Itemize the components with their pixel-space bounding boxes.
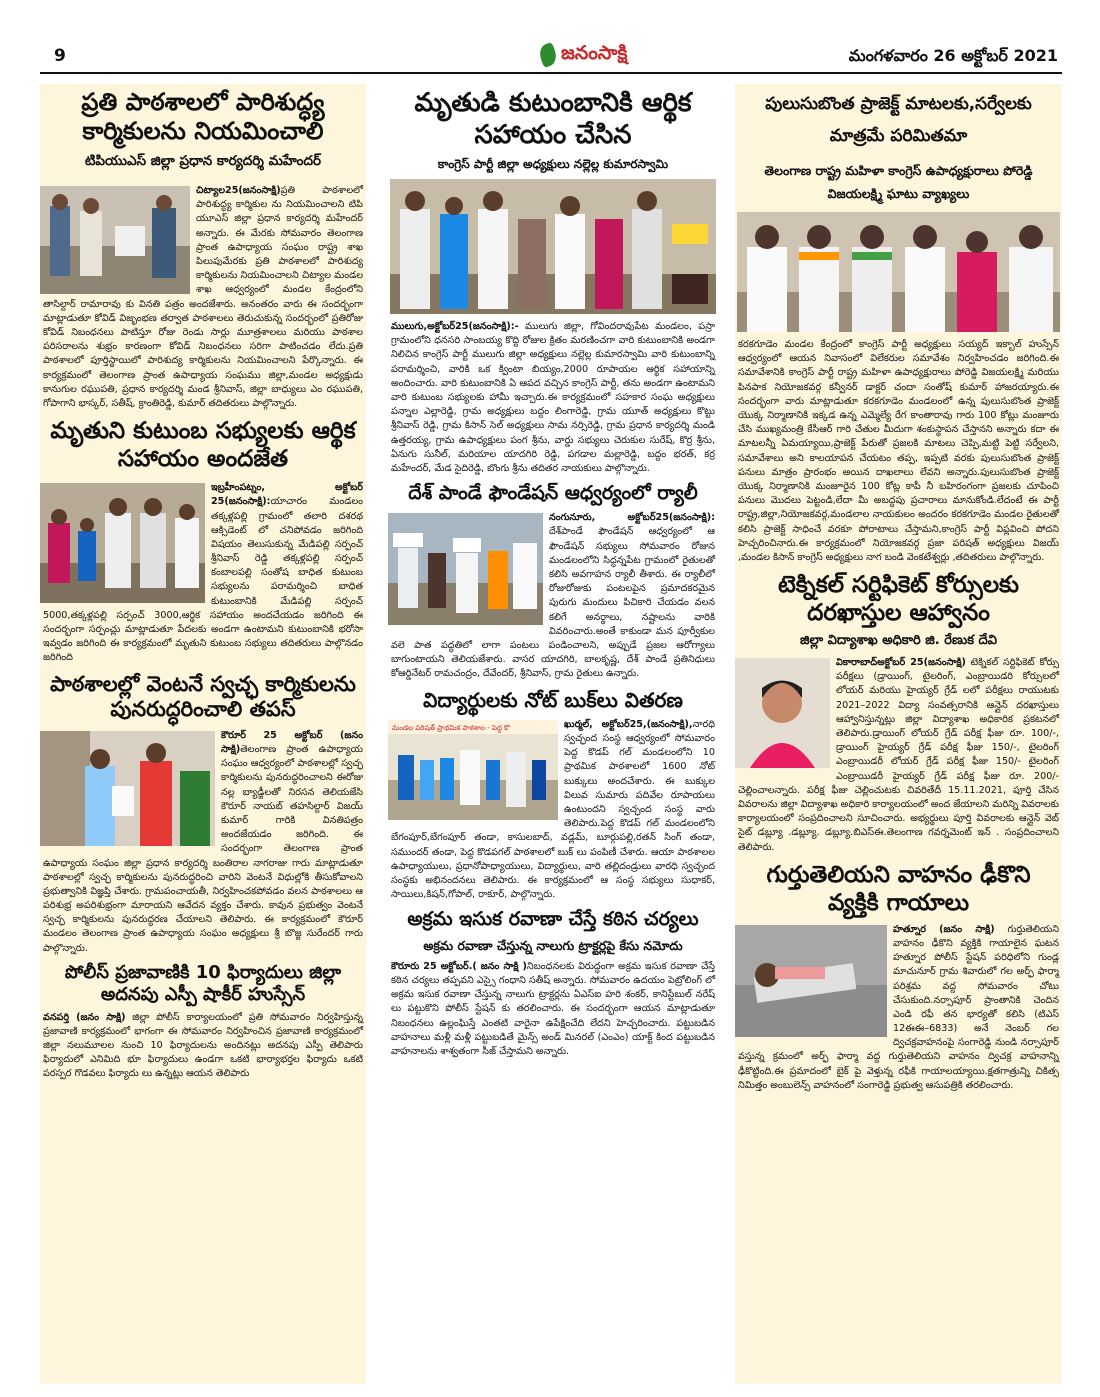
- masthead: [40, 40, 1062, 74]
- newspaper-logo: [540, 40, 627, 70]
- article-dateline: చిట్యాల25(జనంసాక్షి): [196, 185, 281, 197]
- article-photo: [40, 731, 215, 846]
- article-title: మృతుని కుటుంబ సభ్యులకు ఆర్థిక సహాయం అందజేత: [50, 418, 356, 473]
- article-police-prajavani: [40, 962, 366, 1082]
- column-right: [735, 84, 1062, 1384]
- article-illegal-sand: [388, 908, 718, 1059]
- article-body: తెలంగాణ ప్రాంత ఉపాధ్యాయ సంఘం ఆధ్వర్యంలో పాఠశాలల్లో స్వచ్ఛ కార్మికులను పునరుద్ధరించాలని ఈరోజు నల్ల బ్యాడ్జీలతో నిరసన తెలియజేసి కౌరూర్ నాయబ్ తహసిల్దార్ విజయ్ కుమార్ గారికి వినతిపత్రం అందజేయడం జరిగింది. ఈ సందర్భంగా తెలంగాణ ప్రాంత ఉపాధ్యాయ సంఘం జిల్లా ప్రధాన కార్యదర్శి బంతిరాల నాగరాజు గారు మాట్లాడుతూ పాఠశాలల్లో స్వచ్ఛ కార్మికులను పునరుద్ధరించి వారిని వెంటనే విధుల్లోకి తీసుకోవాలని ప్రభుత్వానికి విజ్ఞప్తి చేశారు. గ్రామపంచాయతీ, నిర్వహించకపోవడం వలన పాఠశాలలు ఆ పరిశుభ్ర అపరిశుభ్రంగా మారాయని ఆవేదన వ్యక్తం చేశారు. కావున ప్రభుత్వం వెంటనే స్వచ్ఛ కార్మికులను పునరుద్ధరణ చేయాలని తెలిపారు. ఈ కార్యక్రమంలో కౌరూర్ మండలం తెలంగాణ ప్రాంత ఉపాధ్యాయ సంఘం అధ్యక్షులు శ్రీ బొజ్జ సురేందర్ గారు పాల్గొన్నారు.: [43, 744, 363, 954]
- article-dateline: హత్నూర (జనం సాక్షి): [893, 923, 995, 935]
- article-technical-certificate: [735, 571, 1062, 855]
- article-title: పోలీస్ ప్రజావాణికి 10 ఫిర్యాదులు జిల్లా అదనపు ఎస్పీ షాకీర్ హుస్సేన్: [64, 961, 342, 1005]
- article-title: మృతుడి కుటుంబానికి ఆర్థిక సహాయం చేసిన: [414, 88, 692, 150]
- article-subtitle: అక్రమ రవాణా చేస్తున్న నాలుగు ట్రాక్టర్లపై కేసు నమోదు: [423, 937, 683, 953]
- article-photo: [390, 179, 716, 314]
- article-financial-aid-family: [40, 417, 366, 666]
- article-title: దేశ్ పాండే ఫౌండేషన్ ఆధ్వర్యంలో ర్యాలీ: [408, 482, 698, 505]
- leaf-map-icon: [537, 42, 560, 68]
- article-deceased-family-aid: [388, 84, 718, 476]
- article-title: గుర్తుతెలియని వాహనం ఢీకొని వ్యక్తికి గాయాలు: [766, 861, 1031, 916]
- article-dateline: ములుగు,అక్టోబర్25(జనంసాక్షి):-: [391, 321, 519, 333]
- column-middle: [388, 84, 718, 1384]
- page-number: 9: [54, 46, 66, 66]
- article-title: టెక్నికల్ సర్టిఫికెట్ కోర్సులకు దరఖాస్తుల ఆహ్వానం: [777, 572, 1019, 627]
- article-photo: [40, 186, 190, 294]
- article-notebooks-distribution: [388, 688, 718, 903]
- article-dateline: నంగునూరు, అక్టోబర్25(జనంసాక్షి):: [549, 512, 715, 524]
- article-body: గుర్తుతెలియని వాహనం ఢీకొని వ్యక్తికి గాయాలైన ఘటన హత్నూర పోలీస్ స్టేషన్ పరిధిలోని గుండ్ల మాచునూర్ గ్రామ శివారులో గల అర్ఫ్ ఫార్మా పరిశ్రమ వద్ద సోమవారం చోటు చేసుకుంది.నర్సాపూర్ ప్రాంతానికి చెందిన ఎండి రఫీ తన భార్యతో కలిసి (టిఎస్ 12ఈఈ–6833) అనే నెంబర్ గల ద్విచక్రవాహనంపై సంగారెడ్డి నుండి నర్సాపూర్ వస్తున్న క్రమంలో అర్ఫ్ ఫార్మా వద్ద గుర్తుతెలియని వాహనం ద్విచక్ర వాహనాన్ని ఢీకొట్టింది.ఈ ప్రమాదంలో బైక్ పై వెళ్తున్న రఫీకి గాయాలయ్యాయి.క్షతగాత్రున్ని చికిత్స నిమిత్తం అంబులెన్స్ వాహనంలో సంగారెడ్డి ప్రభుత్వ ఆసుపత్రికి తరలించారు.: [738, 923, 1059, 1091]
- article-dateline: కౌరూర్ 25 అక్టోబర్ (జనం సాక్షి): [221, 729, 363, 756]
- article-photo: [40, 483, 205, 603]
- article-swachh-workers: [40, 672, 366, 956]
- column-left: [40, 84, 366, 1384]
- article-dateline: ఇబ్రహీంపట్నం, అక్టోబర్ 25(జనంసాక్షి):: [211, 482, 363, 508]
- article-body: జిల్లా పోలీస్ కార్యాలయంలో ప్రతి సోమవారం నిర్వహిస్తున్న ప్రజావాణి కార్యక్రమంలో భాగంగా ఈ సోమవారం నిర్వహించిన ప్రజావాణి కార్యక్రమంలో జిల్లా నలుమూలల నుంచి 10 ఫిర్యాదులను అందినట్లు అదనపు ఎస్పీ తెలిపారు ఫిర్యాదులో ఎనిమిది భూ ఫిర్యాదులు ఉండగా ఒకటి భార్యాభర్తల ఫిర్యాదు ఒకటి పరస్పర గొడవలు ఫిర్యాదు లు ఉన్నట్లు ఆయన తెలిపారు: [43, 1011, 363, 1080]
- article-photo: [735, 658, 830, 768]
- article-photo: [388, 720, 558, 820]
- article-body: టెక్నికల్ సర్టిఫికెట్ కోర్సు పరీక్షలు (డ్రాయింగ్, టైలరింగ్, ఎంబ్రాయిడరి కోర్సులలో లోయర్ మరియు హైయ్యర్ గ్రేడ్ లలో పరీక్షలు రాయుటకు 2021–2022 విద్యా సంవత్సరానికి ఆన్లైన్ దరఖాస్తులు ఆహ్వానిస్తున్నట్లు జిల్లా విద్యాశాఖ అధికారిక ప్రకటనలో తెలిపారు.డ్రాయింగ్ లోయర్ గ్రేడ్ పరీక్ష ఫీజు రూ. 100/-, డ్రాయింగ్ హైయ్యర్ గ్రేడ్ పరీక్ష ఫీజు 150/-, టైలరింగ్ ఎంబ్రాయిడరీ లోయర్ గ్రేడ్ పరీక్ష ఫీజు 150/- టైలరింగ్ ఎంబ్రాయిడరీ హైయ్యర్ గ్రేడ్ పరీక్ష ఫీజు రూ. 200/- చెల్లించాలన్నారు. పరీక్ష ఫీజు చెల్లించుటకు చివరితేదీ 15.11.2021, పూర్తి చేసిన వివరాలను జిల్లా విద్యాశాఖ అధికారి కార్యాలయంలో అంద జేయాలని మరిన్ని వివరాలకు కార్యాలయంలో సంప్రదించాలని సూచించారు. అభ్యర్థులు పూర్తి వివరాలకు ఆన్లైన్ వెబ్ సైట్ డబ్ల్యూ .డబ్ల్యూ. డబ్ల్యూ.బిఎస్ఈ.తెలంగాణ గవర్నమెంట్ ఇన్ . సంప్రదించాలని తెలిపారు.: [738, 657, 1059, 853]
- article-body: కరకగూడెం మండల కేంద్రంలో కాంగ్రెస్ పార్టీ అధ్యక్షులు సయ్యద్ ఇక్బాల్ హుస్సేన్ ఆధ్వర్యంలో ఆయన నివాసంలో విలేకరుల సమావేశం నిర్వహించడం జరిగింది.ఈ సమావేశానికి కాంగ్రెస్ పార్టీ రాష్ట్ర మహిళా ఉపాధ్యక్షురాలు పోరెడ్డి విజయలక్ష్మి మరియు పినపాక నియోజకవర్గ కన్వీనర్ డాక్టర్ చందా సంతోష్ కుమార్ హాజరయ్యారు.ఈ సందర్భంగా వారు మాట్లాడుతూ కరకగూడెం మండలంలో ఉన్న పులుసుబొంత ప్రాజెక్ట్ యొక్క నిర్మాణానికి ఇక్కడ ఉన్న ఎమ్మెల్యే రేగ కాంతారావు గారు 100 కోట్లు మంజూరు చేసి ముఖ్యమంత్రి కేసీఆర్ గారి చేతుల మీదుగా శంకుస్థాపన చేస్తానని అన్నారు కదా ఈ మాటలన్నీ ఏమయ్యాయి,ప్రాజెక్ట్ పేరుతో ప్రజలకి మాటలు చెప్పి,మట్టి పెట్టి సర్వేలని, సమావేశాలు అని కాలయాపన చేయటం తప్ప, ఇప్పటి వరకు పులుసుబొంత ప్రాజెక్ట్ పనులు మాత్రం ప్రారంభం అయిన దాఖలాలు లేవని అన్నారు.పులుసుబొంత ప్రాజెక్ట్ యొక్క నిర్మాణానికి మంజూరైన 100 కోట్ల కాపీ నీ బహిరంగంగా ప్రజలకు చూపించి పనులు మొదలు పెట్టండి,లేదా మీ అబద్ధపు ప్రచారాలు మానుకోండి.లేదంటే ఈ పార్టీ రాష్ట్ర,జిల్లా,నియోజకవర్గ,మండలాల నాయకులం అందరం కరకగూడెం మండల రైతులతో కలిసి ప్రాజెక్ట్ సాధించే వరకూ పోరాటాలు చేస్తామని,కాంగ్రెస్ పార్టీ విప్లవించి పోదని హెచ్చరించినారు.ఈ కార్యక్రమంలో నియోజకవర్గ ప్రజా పరిషత్ అధ్యక్షులు విజయ్ ,మండల కిసాన్ కాంగ్రెస్ అధ్యక్షులు నాగ బండి వెంకటేశ్వర్లు ,తదితరులు పాల్గొన్నారు.: [738, 339, 1059, 563]
- article-body: నిబంధనలకు విరుద్ధంగా అక్రమ ఇసుక రవాణా చేస్తే కఠిన చర్యలు తప్పవని ఎస్సై గంధాని సతీష్ అన్నారు. సోమవారం ఉదయం పెట్రోలింగ్ లో అక్రమ ఇసుక రవాణా చేస్తున్న నాలుగు ట్రాక్టర్లను ఏఎస్ఐ హరి శంకర్, కానిస్టేబుల్ నరేష్ లు పట్టుకొని పోలీస్ స్టేషన్ కు తరలించారు. ఈ సందర్భంగా ఆయన మాట్లాడుతూ నిబంధనలు ఉల్లంఘిస్తే ఎంతటి వారైనా ఉపేక్షించేది లేదని హెచ్చరించారు. పట్టుబడిన వాహనాలు మళ్లీ మళ్లీ పట్టుబడితే మైన్స్ అండ్ మినరల్ (ఎంఎం) యాక్ట్ కింద పట్టుబడిన వాహనాలను శాశ్వతంగా సీజ్ చేస్తామని అన్నారు.: [391, 960, 715, 1057]
- article-body: యాచారం మండలం తక్కళ్లపల్లి గ్రామంలో తలారి దశరథ ఆక్సిడెంట్ లో చనిపోవడం జరిగింది విషయం తెలుసుకున్న మేడిపల్లి సర్పంచ్ శ్రీనివాస్ రెడ్డి తక్కళ్లపల్లి సర్పంచ్ కంబాలపల్లి సంతోష బాధిత కుటుంబ సభ్యులను పరామర్శించి బాధిత కుటుంబానికి మేడిపల్లి సర్పంచ్ 5000,తక్కళ్లపల్లి సర్పంచ్ 3000,ఆర్థిక సహాయం అందచేయడం జరిగింది ఈ సందర్భంగా సర్పంచ్లు మాట్లాడుతూ పేదలకు అండగా ఉంటామని కుటుంబానికి భరోసా ఇవ్వడం జరిగింది ఈ కార్యక్రమంలో మృతుని కుటుంబ సభ్యులు తదితరులు పాల్గొనడం జరిగింది: [43, 496, 363, 664]
- article-dateline: కౌరూరు 25 అక్టోబర్.( జనం సాక్షి ): [391, 960, 527, 972]
- issue-date: మంగళవారం 26 అక్టోబర్ 2021: [848, 46, 1058, 65]
- article-photo: [737, 212, 1060, 332]
- article-dateline: వికారాబాద్అక్టోబర్ 25(జనంసాక్షి): [836, 657, 966, 669]
- article-sanitation-workers: [40, 84, 366, 411]
- article-title: పులుసుబొంత ప్రాజెక్ట్ మాటలకు,సర్వేలకు మాత్రమే పరిమితమా: [765, 94, 1032, 147]
- article-subtitle: జిల్లా విద్యాశాఖ అధికారి జి. రేణుక దేవి: [800, 633, 997, 649]
- article-subtitle: తెలంగాణ రాష్ట్ర మహిళా కాంగ్రెస్ ఉపాధ్యక్షురాలు పోరెడ్డి విజయలక్ష్మి ఘాటు వ్యాఖ్యలు: [764, 162, 1033, 202]
- article-title: అక్రమ ఇసుక రవాణా చేస్తే కఠిన చర్యలు: [407, 908, 699, 931]
- article-pulusubontha-project: [735, 84, 1062, 565]
- article-deshpande-rally: [388, 482, 718, 681]
- article-title: విద్యార్థులకు నోట్ బుక్‌లు వితరణ: [423, 687, 683, 712]
- logo-text: జనంసాక్షి: [561, 41, 628, 64]
- article-title: పాఠశాలల్లో వెంటనే స్వచ్ఛ కార్మికులను పునరుద్ధరించాలి తపస్: [50, 671, 356, 722]
- article-subtitle: టిపియుఎస్ జిల్లా ప్రధాన కార్యదర్శి మహేందర్: [84, 152, 322, 169]
- article-dateline: ఖుర్మల్, అక్టోబర్25,(జనంసాక్షి),: [564, 718, 693, 730]
- article-dateline: వనపర్తి (జనం సాక్షి): [43, 1011, 126, 1023]
- article-subtitle: కాంగ్రెస్ పార్టీ జిల్లా అధ్యక్షులు నల్లెల్ల కుమారస్వామి: [437, 157, 669, 172]
- article-title: ప్రతి పాఠశాలలో పారిశుద్ధ్య కార్మికులను నియమించాలి: [81, 88, 325, 146]
- article-body: నారధి స్వచ్ఛంద సంస్థ ఆధ్వర్యంలో సోమవారం పెద్ద కొడప్ గల్ మండలంలోని 10 ప్రాథమిక పాఠశాలలో 1600 నోట్ బుక్కులు అందచేశారు. ఈ బుక్కుల విలువ సుమారు పదివేల రూపాయలు ఉంటుందని స్వచ్ఛంద సంస్థ వారు తెలిపారు.పెద్ద కొడప్ గల్ మండలంలోని బేగంపూర్,బేగంపూర్ తండా, కాసులబాద్, వడ్లమ్, బూర్గుపల్లి,రతన్ సింగ్ తండా, సముందర్ తండా, పెద్ద కొడపగల్ పాఠశాలలో బుక్ లు పంపిణీ చేశారు. ఆయా పాఠశాలల ఉపాధ్యాయులు, ప్రధానోపాధ్యాయులు, విద్యార్థులు, వారి తల్లిదండ్రులు వారధి స్వచ్ఛంద సంస్థకు అభినందనలు తెలిపారు. ఈ కార్యక్రమంలో ఆ సంస్థ సభ్యులు సుధాకర్, సాయిలు,కిషన్,గోపాల్, రాకూర్, పాల్గొన్నారు.: [391, 718, 715, 901]
- article-body: దేశ్‌పాండే ఫౌండేషన్ ఆధ్వర్యంలో ఆ ఫౌండేషన్ సభ్యులు సోమవారం రోజున మండలంలోని సిద్ధన్నపేట గ్రామంలో రైతులతో కలిసి అవగాహన ర్యాలీ తీశారు. ఈ ర్యాలీలో రోజురోజుకు పంటలపైన ప్రమాదకరమైన పురుగు మందులు పిచికారి చేయడం వలన కలిగే అనర్థాలు, నష్టాలను వారికి వివరించారు.అంతే కాకుండా మన పూర్వీకుల వలె పాత పద్ధతిలో లాగా పంటలు పండించాలని, అప్పుడే ప్రజల ఆరోగ్యాలు బాగుంటాయని తెలియజేశారు. వాసర యాదగిరి, బాలకృష్ణ, దేశ్ పాండే ప్రతినిధులు కోఆర్డినేటర్ రామచంద్రం, దేవేందర్, శ్రీనివాస్, గ్రామ రైతులు ఉన్నారు.: [391, 526, 715, 680]
- article-photo: [735, 925, 887, 1037]
- photo-banner-text: మండల పరిషత్ ప్రాథమిక పాఠశాల - పెద్ద కొ: [392, 723, 510, 732]
- article-body: ములుగు జిల్లా, గోవిందరావుపేట మండలం, పస్రా గ్రామంలోని ధనసరి సాంబయ్య కొద్ది రోజుల క్రితం మరణించగా వారి కుటుంబానికి అండగా నిలిచిన కాంగ్రెస్ పార్టీ ములుగు జిల్లా అధ్యక్షులు నల్లెల్ల కుమారస్వామి వారి కుటుంబాన్ని పరామర్శించి, వారికి ఒక క్వింటా బియ్యం,2000 రూపాయల ఆర్థిక సహాయాన్ని అందించారు. వారి కుటుంబానికి ఏ ఆపద వచ్చిన కాంగ్రెస్ పార్టీ, తను అండగా ఉంటామని వారి కుటుంబ సభ్యులకు హామీ ఇచ్చారు.ఈ కార్యక్రమంలో సహకార సంఘ అధ్యక్షులు పన్నాల ఎల్లారెడ్డి, గ్రామ అధ్యక్షులు బద్దం లింగారెడ్డి, గ్రామ యూత్ అధ్యక్షులు కొట్టు శ్రీనివాస్ రెడ్డి, గ్రామ కిసాన్ సెల్ అధ్యక్షులు సామ నర్సిరెడ్డి, గ్రామ ప్రధాన కార్యదర్శి మండి ఉత్తరయ్య, గ్రామ ఉపాధ్యక్షులు పంగ శ్రీను, వార్డు సభ్యులు చెరుకుల సురేష్, కొర్ర శ్రీను, ఏనుగు సునీల్, మరియాల యాదగిరి రెడ్డి, పగడాల మల్లారెడ్డి, బద్దం భరత్, కర్ర మహేందర్, మేడ సైదిరెడ్డి, బొంగు శ్రీను తదితర నాయకులు పాల్గొన్నారు.: [391, 321, 715, 474]
- article-photo: [388, 513, 543, 625]
- article-road-accident: [735, 861, 1062, 1093]
- article-body: ప్రతి పాఠశాలలో పారిశుద్ధ్య కార్మికుల ను నియమించాలని టిపి యూఎస్ జిల్లా ప్రధాన కార్యదర్శి మహేందర్ అన్నారు. ఈ మేరకు సోమవారం తెలంగాణ ప్రాంత ఉపాధ్యాయ సంఘం రాష్ట్ర శాఖ పిలుపుమేరకు ప్రతి పాఠశాలలో పారిశుద్య కార్మికులను నియమించాలని చిట్యాల మండల శాఖ ఆధ్వర్యంలో మండల కేంద్రంలోని తాసిల్దార్ రామారావు కు వినతి పత్రం అందజేశారు. అనంతరం వారు ఈ సందర్భంగా మాట్లాడుతూ కోవిడ్ విజృంభణ తర్వాత పాఠశాలలు తెరుచుకున్న సందర్భంలో ప్రతిరోజు కోవిడ్ నిబంధనలు పాటిస్తూ రోజు రెండు సార్లు మూత్రశాలలు మరియు పాఠశాల పరిసరాలను శుభ్రం కారణంగా కోవిడ్ నిబంధనలు సరిగా పాటించడం లేదు.ప్రతి పాఠశాలలో పూర్తిస్థాయిలో పారిశుద్య కార్మికులను నియమించాలని పేర్కొన్నారు. ఈ కార్యక్రమంలో తెలంగాణ ప్రాంత ఉపాధ్యాయ సంఘము జిల్లా,మండల అధ్యక్షుడు కానుగుల రఘుపతి, ప్రధాన కార్యదర్శి మండ శ్రీనివాస్, జిల్లా బాధ్యులు ఎం రఘుపతి, గోపాగాని భాస్కర్, సతీష్, క్రాంతిరెడ్డి, కుమార్ తదితరులు పాల్గొన్నారు.: [43, 185, 363, 409]
